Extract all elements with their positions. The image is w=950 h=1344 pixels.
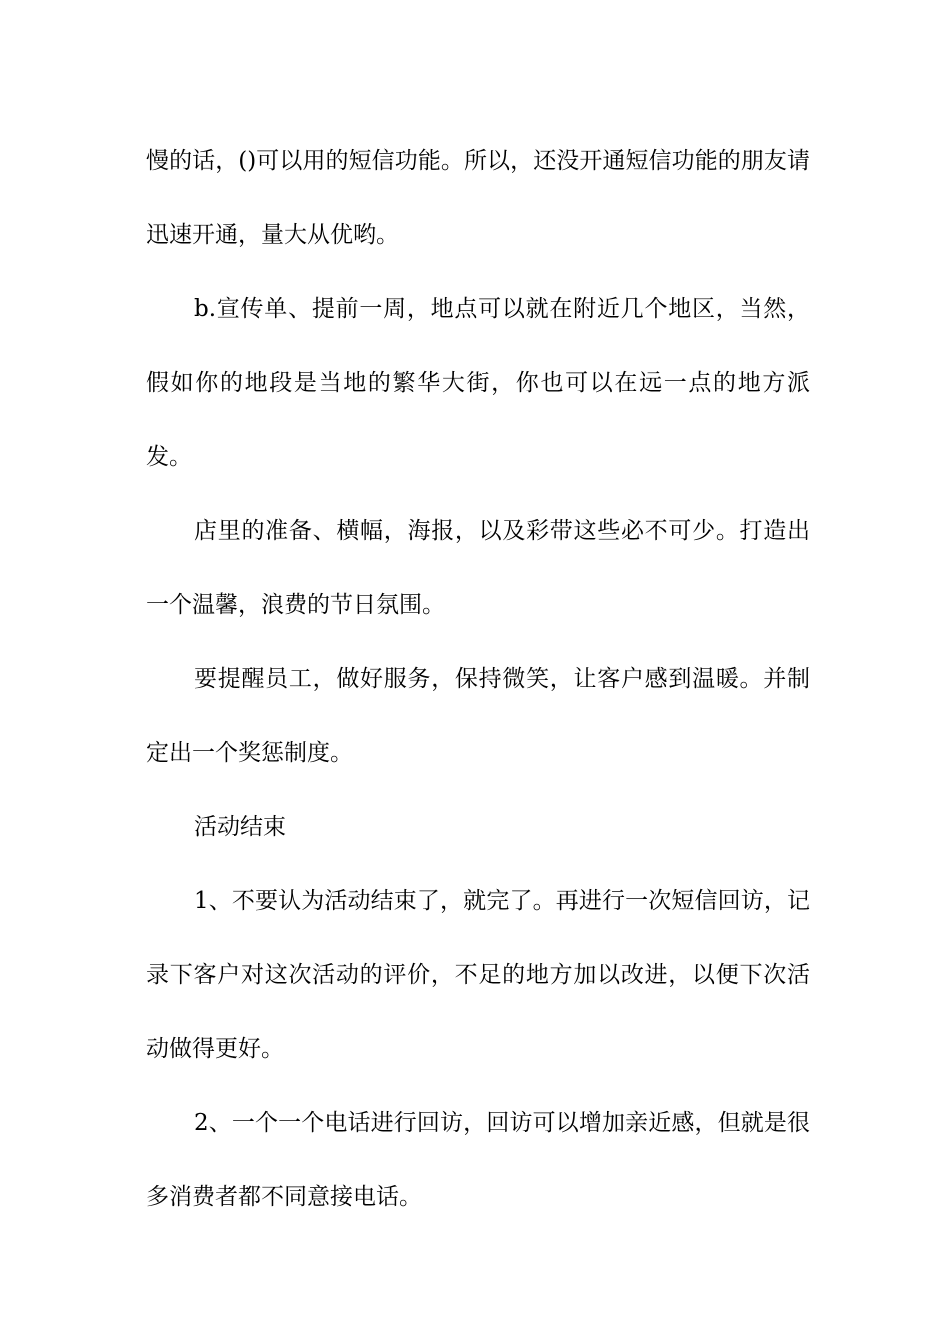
paragraph-sms-followup: 1、不要认为活动结束了，就完了。再进行一次短信回访，记录下客户对这次活动的评价，不足的地方加以改进，以便下次活动做得更好。 <box>146 888 810 1062</box>
document-body <box>146 124 810 1234</box>
paragraph-continuation: 慢的话，()可以用的短信功能。所以，还没开通短信功能的朋友请迅速开通，量大从优哟。 <box>146 148 810 248</box>
paragraph-staff-reminder: 要提醒员工，做好服务，保持微笑，让客户感到温暖。并制定出一个奖惩制度。 <box>146 666 810 766</box>
paragraph-flyers: b.宣传单、提前一周，地点可以就在附近几个地区，当然，假如你的地段是当地的繁华大街，你也可以在远一点的地方派发。 <box>146 296 810 470</box>
section-heading-activity-end: 活动结束 <box>194 814 286 840</box>
paragraph-store-preparation: 店里的准备、横幅，海报，以及彩带这些必不可少。打造出一个温馨，浪费的节日氛围。 <box>146 518 810 618</box>
paragraph-phone-followup: 2、一个一个电话进行回访，回访可以增加亲近感，但就是很多消费者都不同意接电话。 <box>146 1110 810 1210</box>
